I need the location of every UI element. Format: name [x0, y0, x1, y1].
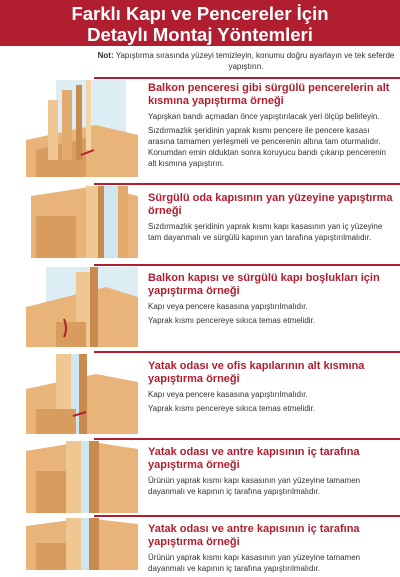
divider [94, 183, 400, 185]
sliding-door-side-illustration [26, 186, 138, 258]
section-entrance-door [148, 446, 394, 500]
section-title: Yatak odası ve antre kapısının iç tarafına yapıştırma örneği [148, 446, 360, 471]
entrance-door-inside-illustration-2 [26, 518, 138, 570]
section-text: Ürünün yaprak kısmı kapı kasasının yan yüzeyine tamamen dayanmalı ve kapının iç tarafına yapıştırılmalıdır. [148, 553, 361, 573]
section-text: Yaprak kısmı pencereye sıkıca temas etmelidir. [148, 404, 316, 413]
header-banner [0, 0, 400, 46]
page-title-line2: Detaylı Montaj Yöntemleri [87, 24, 313, 45]
section-balcony-door [148, 272, 394, 329]
note-text: Yapıştırma sırasında yüzeyi temizleyin, konumu doğru ayarlayın ve tek seferde yapıştırın. [115, 51, 395, 71]
divider [94, 438, 400, 440]
installation-note [96, 50, 396, 72]
divider [94, 515, 400, 517]
entrance-door-inside-illustration [26, 441, 138, 513]
section-text: Sızdırmazlık şeridinin yaprak kısmı kapı kasasının yan iç yüzeyine tam dayanmalı ve sürgülü kapının yan tarafına yapıştırılmalıdır. [148, 222, 383, 242]
section-text: Kapı veya pencere kasasına yapıştırılmalıdır. [148, 390, 308, 399]
divider [94, 77, 400, 79]
section-text: Sızdırmazlık şeridinin yaprak kısmı pencere ile pencere kasası arasına tamamen yerleşmeli ve pencerenin altına tam oturmalıdır. Konumdan emin olduktan sonra koruyucu bandı çıkarıp pencerenin alt kısmına yapıştırın. [148, 126, 386, 168]
balcony-door-gap-illustration [26, 267, 138, 347]
divider [94, 351, 400, 353]
section-title: Yatak odası ve antre kapısının iç tarafına yapıştırma örneği [148, 523, 360, 548]
section-entrance-door-2 [148, 523, 394, 577]
section-bedroom-door [148, 360, 394, 417]
section-text: Ürünün yaprak kısmı kapı kasasının yan yüzeyine tamamen dayanmalı ve kapının iç tarafına yapıştırılmalıdır. [148, 476, 361, 496]
section-text: Kapı veya pencere kasasına yapıştırılmalıdır. [148, 302, 308, 311]
section-sliding-door [148, 192, 394, 246]
note-label: Not: [97, 51, 114, 60]
bedroom-door-bottom-illustration [26, 354, 138, 434]
page-title-line1: Farklı Kapı ve Pencereler İçin [71, 3, 329, 24]
section-title: Balkon kapısı ve sürgülü kapı boşlukları için yapıştırma örneği [148, 272, 380, 297]
divider [94, 264, 400, 266]
section-title: Sürgülü oda kapısının yan yüzeyine yapıştırma örneği [148, 192, 393, 217]
section-sliding-window [148, 82, 394, 172]
section-title: Yatak odası ve ofis kapılarının alt kısmına yapıştırma örneği [148, 360, 365, 385]
section-title: Balkon penceresi gibi sürgülü pencerelerin alt kısmına yapıştırma örneği [148, 82, 390, 107]
section-text: Yapışkan bandı açmadan önce yapıştırılacak yeri ölçüp belirleyin. [148, 112, 380, 121]
sliding-window-bottom-illustration [26, 80, 138, 177]
section-text: Yaprak kısmı pencereye sıkıca temas etmelidir. [148, 316, 316, 325]
